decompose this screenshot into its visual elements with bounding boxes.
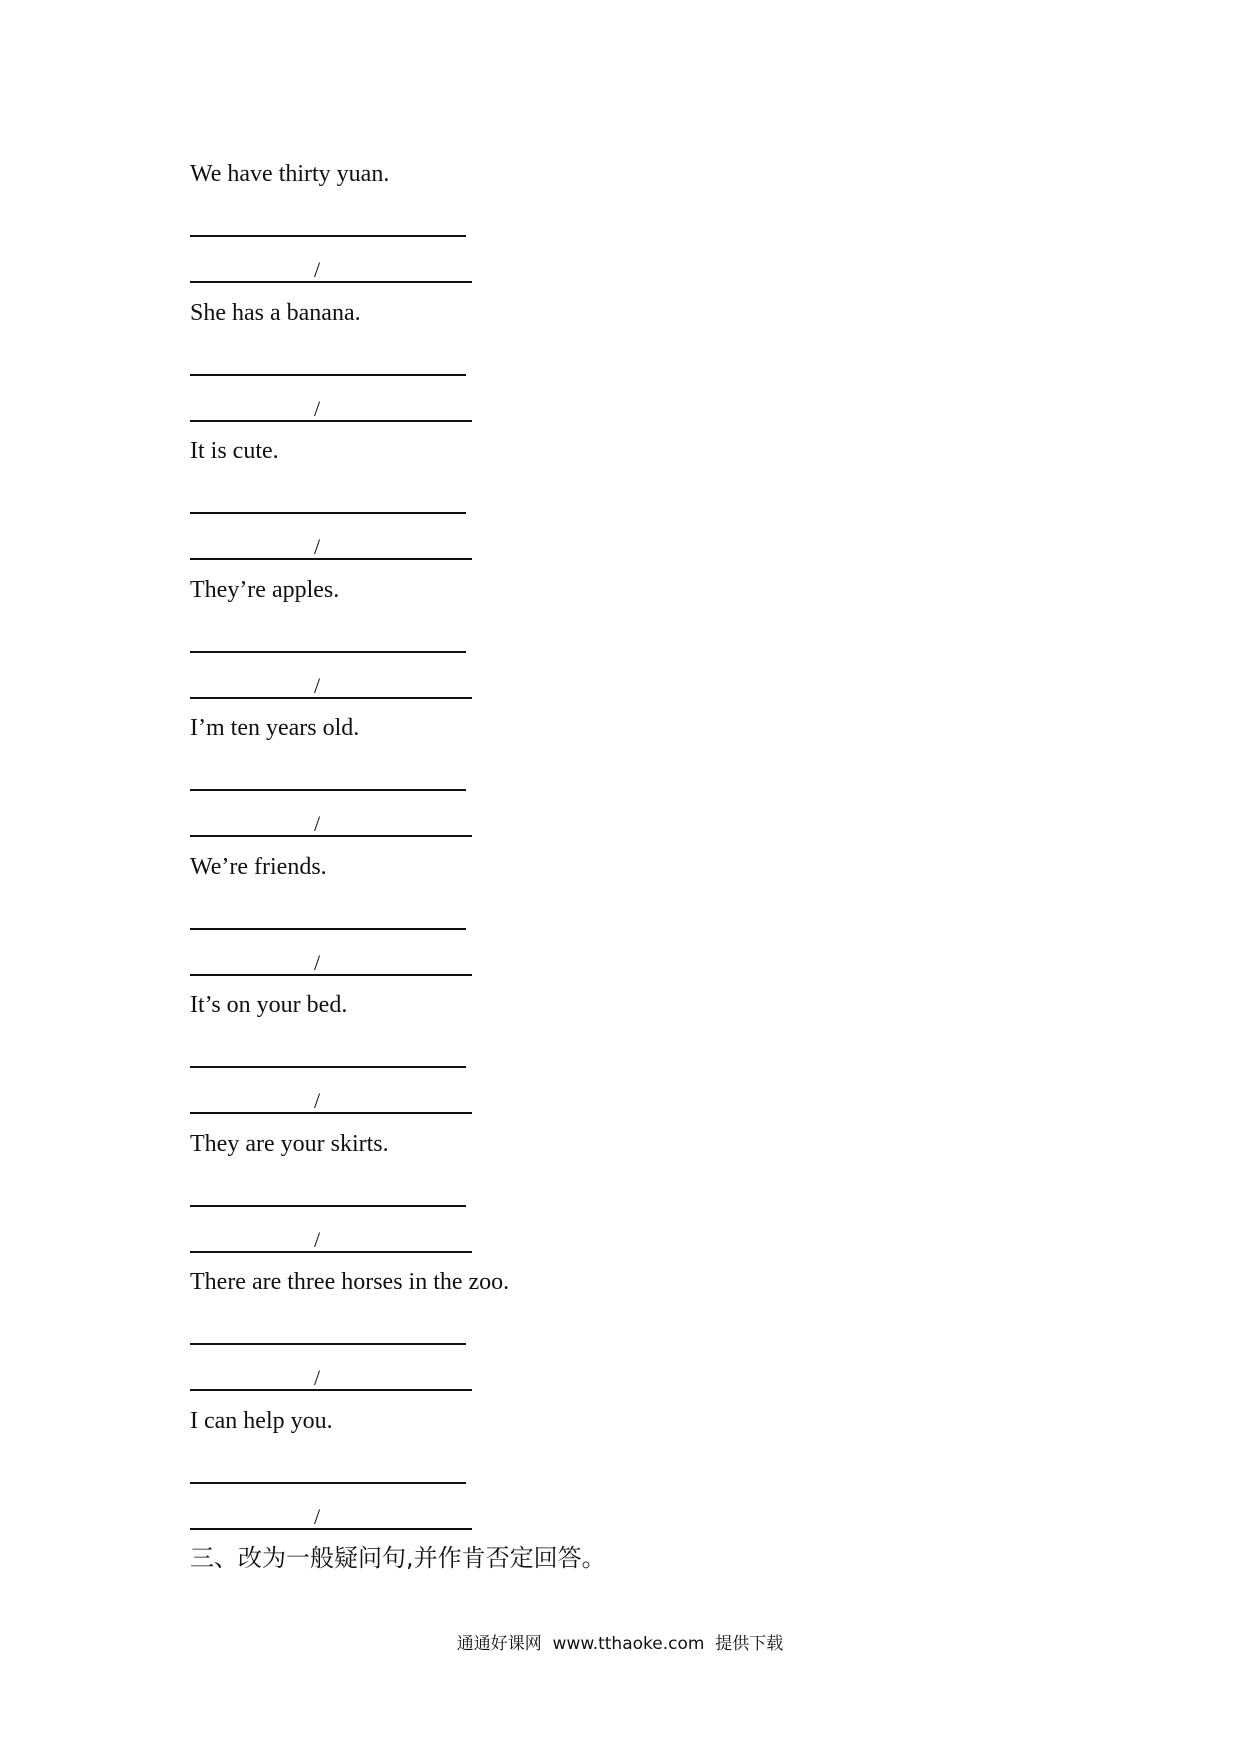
exercise-sentence: I’m ten years old.	[190, 715, 360, 741]
question-blank-line	[190, 928, 466, 930]
exercise-sentence: We’re friends.	[190, 853, 327, 880]
answer-blank-line	[190, 1389, 472, 1391]
question-blank-line	[190, 374, 466, 376]
answer-separator: /	[314, 1365, 321, 1390]
answer-blank-line	[190, 974, 472, 976]
answer-blank-line	[190, 1528, 472, 1530]
exercise-item	[190, 853, 890, 992]
question-blank-line	[190, 1482, 466, 1484]
exercise-list	[190, 160, 890, 1545]
answer-separator: /	[314, 1226, 321, 1252]
exercise-item	[190, 1268, 890, 1407]
answer-separator: /	[314, 811, 321, 836]
answer-blank-line	[190, 281, 472, 283]
exercise-item	[190, 991, 890, 1130]
exercise-item	[190, 714, 890, 853]
exercise-item	[190, 437, 890, 576]
question-blank-line	[190, 651, 466, 653]
exercise-sentence: We have thirty yuan.	[190, 161, 390, 187]
question-blank-line	[190, 789, 466, 791]
exercise-sentence: They are your skirts.	[190, 1130, 389, 1157]
question-blank-line	[190, 512, 466, 514]
question-blank-line	[190, 1343, 466, 1345]
exercise-sentence: They’re apples.	[190, 576, 340, 603]
answer-blank-line	[190, 835, 472, 837]
exercise-sentence: There are three horses in the zoo.	[190, 1269, 510, 1295]
question-blank-line	[190, 1066, 466, 1068]
exercise-sentence: It is cute.	[190, 438, 279, 464]
answer-blank-line	[190, 1251, 472, 1253]
answer-blank-line	[190, 558, 472, 560]
answer-separator: /	[314, 1503, 321, 1529]
page-footer: 通通好课网 www.tthaoke.com 提供下载	[456, 1634, 784, 1654]
answer-blank-line	[190, 420, 472, 422]
exercise-sentence: She has a banana.	[190, 299, 361, 326]
answer-separator: /	[314, 534, 321, 559]
answer-separator: /	[314, 1088, 321, 1113]
exercise-item	[190, 1130, 890, 1269]
question-blank-line	[190, 1205, 466, 1207]
exercise-item	[190, 160, 890, 299]
question-blank-line	[190, 235, 466, 237]
answer-separator: /	[314, 949, 321, 975]
exercise-sentence: I can help you.	[190, 1407, 333, 1434]
answer-blank-line	[190, 697, 472, 699]
exercise-item	[190, 576, 890, 715]
section-heading: 三、改为一般疑问句,并作肯否定回答。	[190, 1544, 606, 1572]
answer-separator: /	[314, 257, 321, 282]
exercise-item	[190, 299, 890, 438]
answer-separator: /	[314, 395, 321, 421]
answer-blank-line	[190, 1112, 472, 1114]
exercise-item	[190, 1407, 890, 1546]
answer-separator: /	[314, 672, 321, 698]
exercise-sentence: It’s on your bed.	[190, 992, 348, 1018]
